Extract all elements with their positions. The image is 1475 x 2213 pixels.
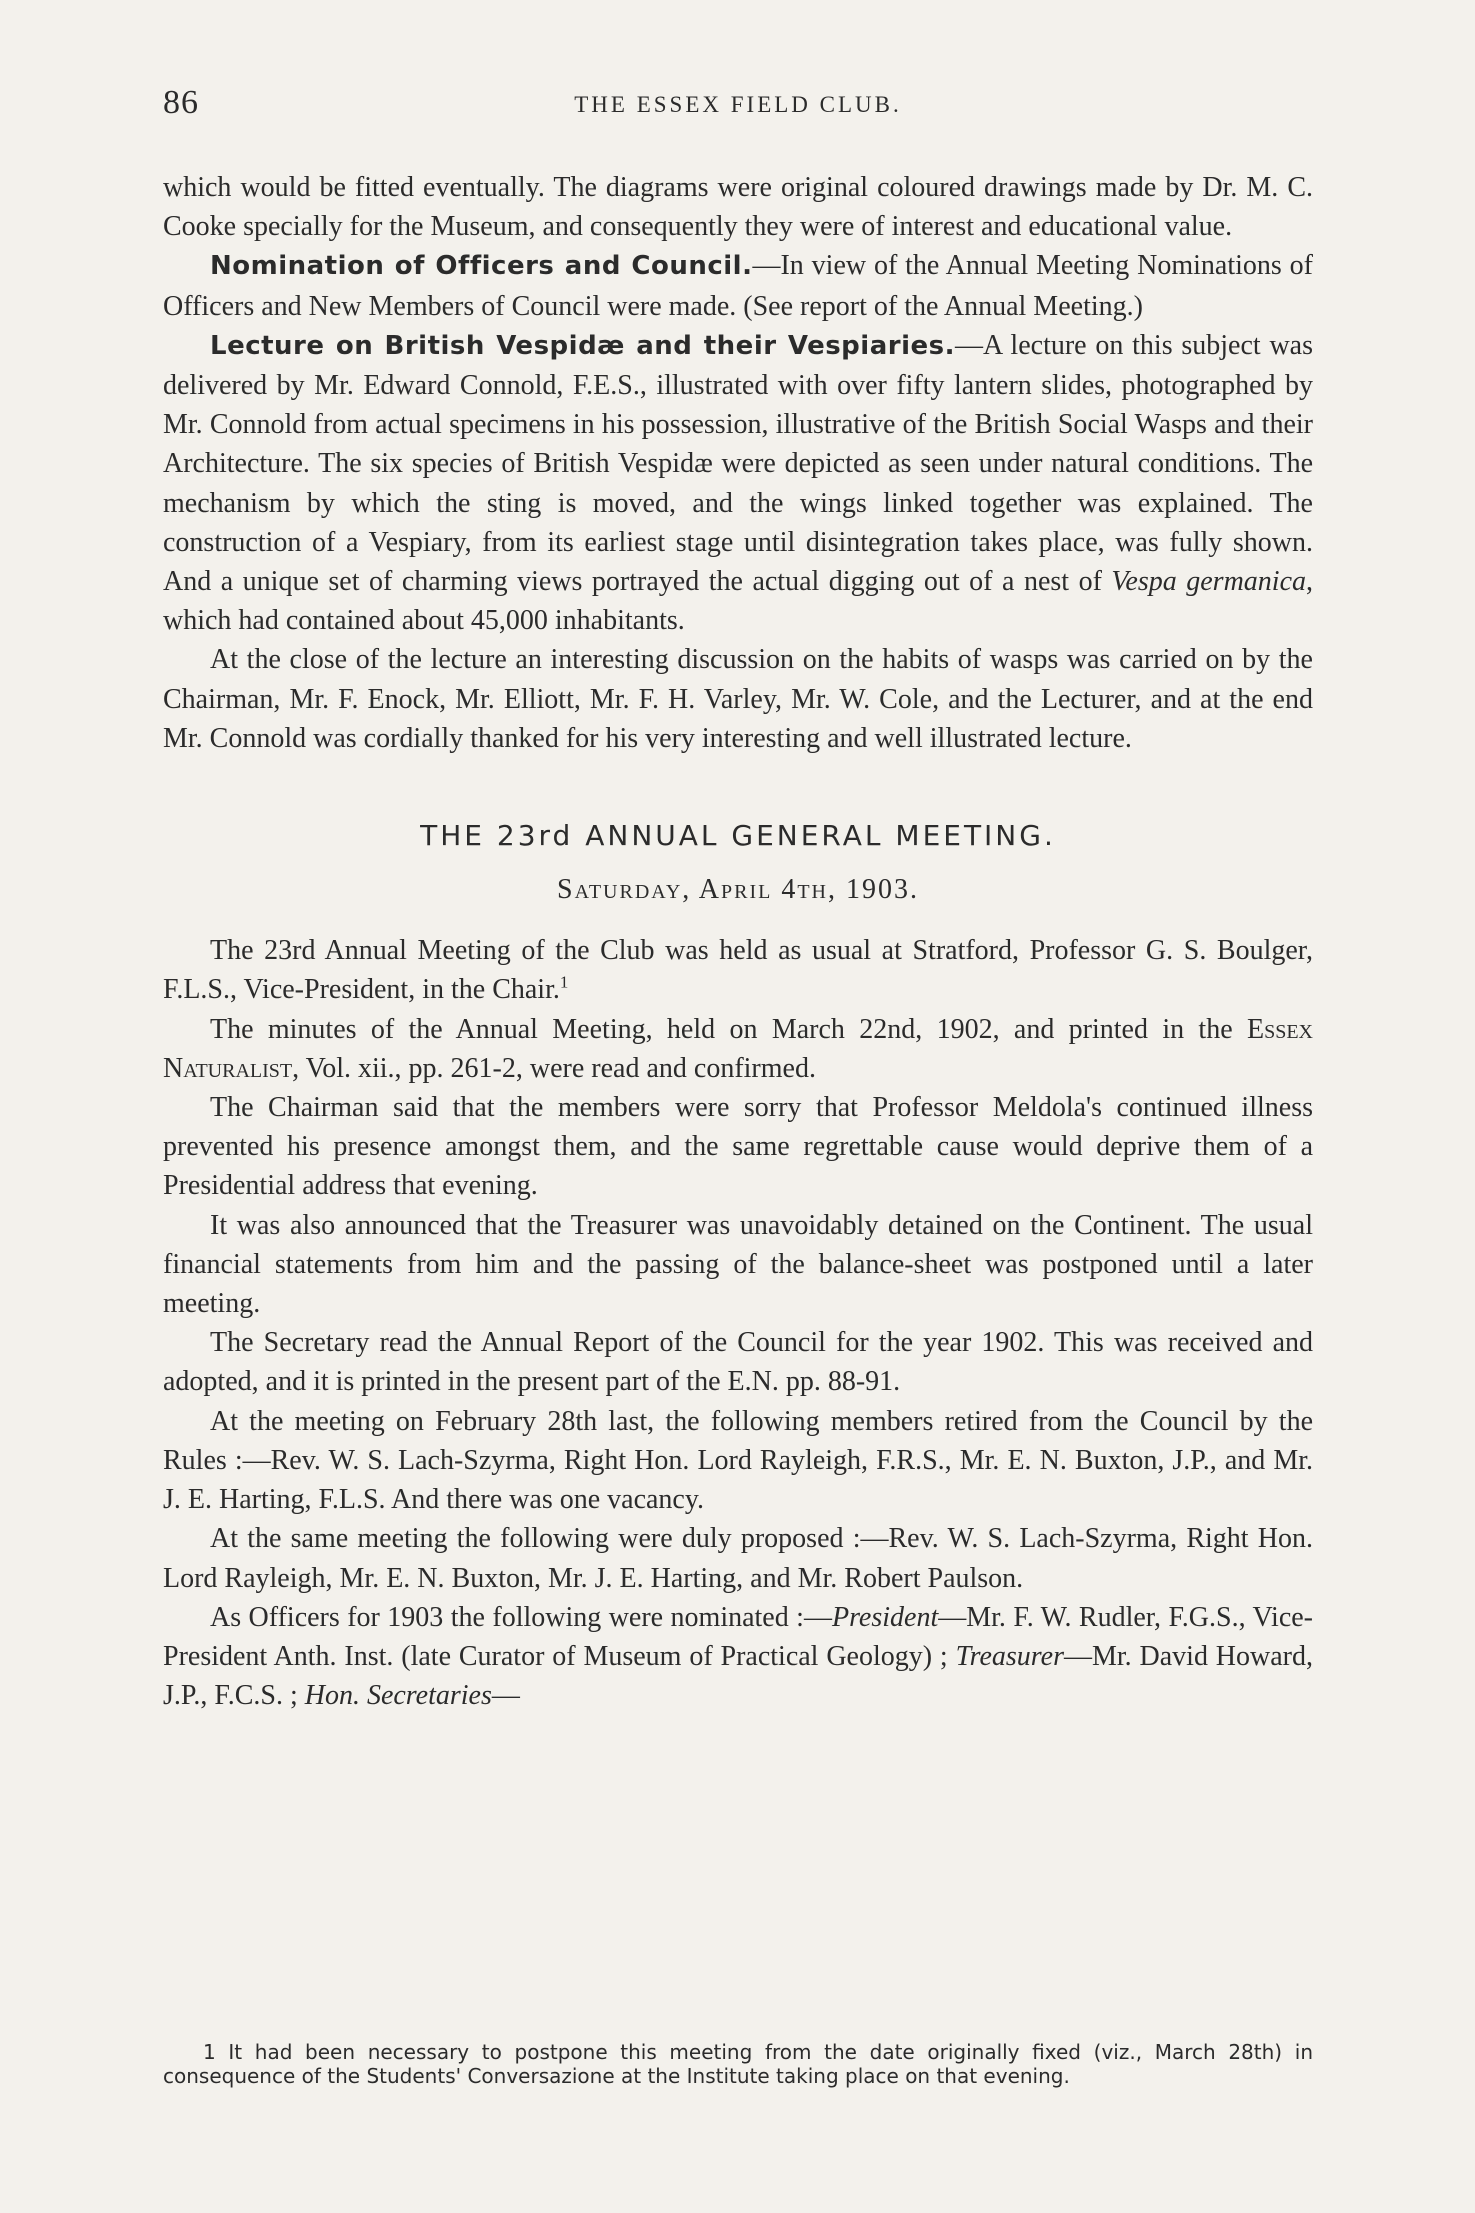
- paragraph-text: —In view of the Annual Meeting Nominations of Officers and New Members of Council were made. (See report of the Annual Meeting.): [163, 250, 1313, 322]
- paragraph-text: —Mr. David Howard, J.P., F.C.S. ;: [163, 1640, 1313, 1712]
- paragraph-text: As Officers for 1903 the following were nominated :—: [210, 1601, 832, 1633]
- species-name: Vespa germanica: [1111, 566, 1306, 598]
- paragraph-text: The 23rd Annual Meeting of the Club was held as usual at Stratford, Professor G. S. Boulger, F.L.S., Vice-President, in the Chair.: [163, 935, 1313, 1006]
- paragraph-text: —: [491, 1680, 520, 1712]
- paragraph: [163, 1323, 1313, 1401]
- paragraph-text: , which had contained about 45,000 inhabitants.: [163, 566, 1313, 637]
- paragraph-text: It was also announced that the Treasurer was unavoidably detained on the Continent. The usual financial statements from him and the passing of the balance-sheet was postponed until a later meeting.: [163, 1209, 1313, 1320]
- journal-title: Essex Naturalist: [163, 1013, 1313, 1084]
- paragraph-text: At the meeting on February 28th last, the following members retired from the Council by the Rules :—Rev. W. S. Lach-Szyrma, Right Hon. Lord Rayleigh, F.R.S., Mr. E. N. Buxton, J.P., and Mr. J. E. Harting, F.L.S. And there was one vacancy.: [163, 1405, 1313, 1516]
- paragraph-text: —A lecture on this subject was delivered by Mr. Edward Connold, F.E.S., illustrated with over fifty lantern slides, photographed by Mr. Connold from actual specimens in his possession, illustrative of the British Social Wasps and their Architecture. The six species of British Vespidæ were depicted as seen under natural conditions. The mechanism by which the sting is moved, and the wings linked together was explained. The construction of a Vespiary, from its earliest stage until disintegration takes place, was fully shown. And a unique set of charming views portrayed the actual digging out of a nest of: [163, 329, 1314, 598]
- paragraph: [163, 246, 1313, 325]
- paragraph-text: The Secretary read the Annual Report of the Council for the year 1902. This was received and adopted, and it is printed in the present part of the E.N. pp. 88-91.: [163, 1327, 1313, 1398]
- footnote-text: 1 It had been necessary to postpone this meeting from the date originally fixed (viz., March 28th) in consequence of the Students' Conversazione at the Institute taking place on that evening.: [163, 2040, 1313, 2088]
- paragraph-text: At the close of the lecture an interesting discussion on the habits of wasps was carried on by the Chairman, Mr. F. Enock, Mr. Elliott, Mr. F. H. Varley, Mr. W. Cole, and the Lecturer, and at the end Mr. Connold was cordially thanked for his very interesting and well illustrated lecture.: [163, 644, 1313, 754]
- paragraph: [163, 1519, 1313, 1597]
- page-number: 86: [163, 84, 199, 121]
- running-title: THE ESSEX FIELD CLUB.: [574, 92, 902, 117]
- paragraph: [163, 640, 1313, 758]
- paragraph: [163, 1088, 1313, 1206]
- paragraph: [163, 326, 1313, 641]
- office-title: Treasurer: [955, 1640, 1064, 1672]
- section-heading: THE 23rd ANNUAL GENERAL MEETING.: [420, 819, 1056, 853]
- run-in-heading: Nomination of Officers and Council.: [210, 251, 753, 282]
- paragraph-text: The Chairman said that the members were sorry that Professor Meldola's continued illness prevented his presence amongst them, and the same regrettable cause would deprive them of a Presidential address that evening.: [163, 1092, 1313, 1202]
- paragraph: [163, 1598, 1313, 1716]
- paragraph: [163, 1010, 1313, 1088]
- section-date: Saturday, April 4th, 1903.: [557, 874, 919, 906]
- paragraph: [163, 931, 1313, 1009]
- paragraph-text: which would be fitted eventually. The diagrams were original coloured drawings made by Dr. M. C. Cooke specially for the Museum, and consequently they were of interest and educational value.: [163, 172, 1313, 243]
- running-head: [163, 84, 1313, 134]
- body-text: [163, 168, 1313, 1715]
- run-in-heading: Lecture on British Vespidæ and their Vespiaries.: [210, 330, 955, 361]
- office-title: Hon. Secretaries: [304, 1680, 492, 1712]
- paragraph-text: At the same meeting the following were duly proposed :—Rev. W. S. Lach-Szyrma, Right Hon. Lord Rayleigh, Mr. E. N. Buxton, Mr. J. E. Harting, and Mr. Robert Paulson.: [163, 1523, 1313, 1594]
- paragraph: [163, 168, 1313, 246]
- office-title: President: [831, 1601, 939, 1633]
- paragraph: [163, 1206, 1313, 1324]
- paragraph-text: The minutes of the Annual Meeting, held on March 22nd, 1902, and printed in the: [210, 1013, 1247, 1045]
- paragraph: [163, 1402, 1313, 1520]
- paragraph-text: , Vol. xii., pp. 261-2, were read and confirmed.: [292, 1052, 816, 1084]
- footnote-reference: 1: [559, 973, 569, 993]
- paragraph-text: —Mr. F. W. Rudler, F.G.S., Vice-President Anth. Inst. (late Curator of Museum of Practical Geology) ;: [163, 1601, 1314, 1672]
- footnote: [163, 2040, 1313, 2088]
